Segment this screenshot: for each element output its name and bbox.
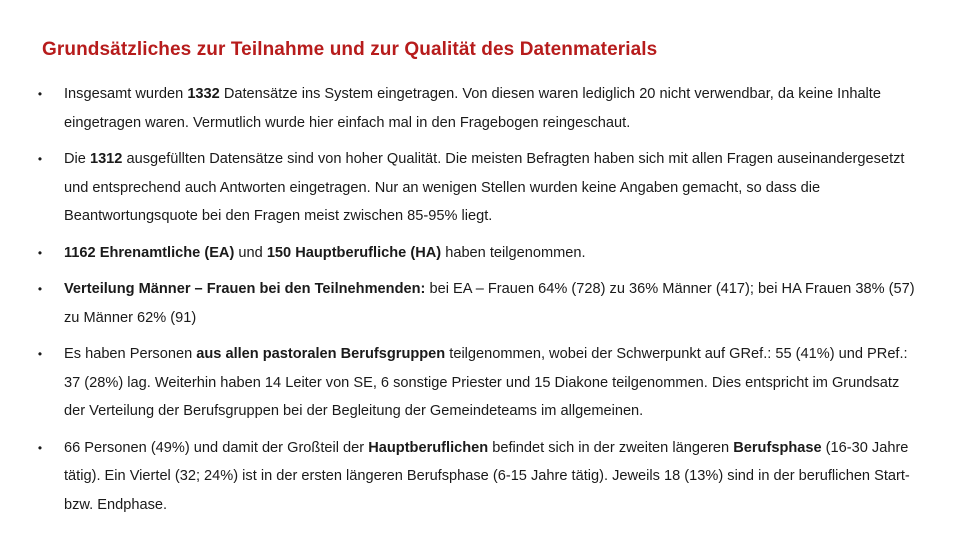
bullet-marker: • [37, 245, 43, 260]
bullet-text: Insgesamt wurden [64, 86, 188, 102]
bullet-bold-text: Berufsphase [733, 439, 822, 456]
bullet-item [30, 145, 920, 231]
bullet-text: Datensätze ins System eingetragen. Von diesen waren lediglich 20 nicht verwendbar, da keine Inhalte eingetragen waren. Vermutlich wurde hier einfach mal in den Fragebogen reingeschaut. [64, 86, 881, 131]
bullet-text: ausgefüllten Datensätze sind von hoher Qualität. Die meisten Befragten haben sich mit allen Fragen auseinandergesetzt und entsprechend auch Antworten eingetragen. Nur an wenigen Stellen wurden keine Angaben gemacht, so dass die Beantwortungsquote bei den Fragen meist zwischen 85-95% liegt. [64, 151, 905, 224]
bullet-text: 66 Personen (49%) und damit der Großteil der [64, 439, 369, 456]
bullet-item [30, 434, 920, 520]
bullet-bold-text: aus allen pastoralen Berufsgruppen [196, 346, 446, 362]
bullet-bold-text: 150 Hauptberufliche (HA) [266, 244, 442, 261]
bullet-bold-text: Hauptberuflichen [368, 439, 489, 456]
bullet-marker: • [37, 440, 43, 455]
bullet-item [30, 239, 920, 268]
bullet-text: (16-30 Jahre tätig). Ein Viertel (32; 24%) ist in der ersten längeren Berufsphase (6-15 Jahre tätig). Jeweils 18 (13%) sind in der beruflichen Start- bzw. Endphase. [64, 439, 910, 513]
bullet-list [30, 80, 920, 527]
slide-title: Grundsätzliches zur Teilnahme und zur Qualität des Datenmaterials [42, 39, 658, 60]
bullet-bold-text: 1332 [187, 86, 220, 102]
bullet-text: Es haben Personen [64, 346, 197, 362]
bullet-marker: • [37, 282, 43, 296]
bullet-text: befindet sich in der zweiten längeren [488, 439, 734, 456]
bullet-text: bei EA – Frauen 64% (728) zu 36% Männer (417); bei HA Frauen 38% (57) zu Männer 62% (91) [64, 281, 915, 326]
bullet-text: Die [64, 151, 90, 167]
bullet-bold-text: 1162 Ehrenamtliche (EA) [64, 244, 235, 261]
bullet-text: und [234, 244, 267, 261]
bullet-text: teilgenommen, wobei der Schwerpunkt auf GRef.: 55 (41%) und PRef.: 37 (28%) lag. Weiterhin haben 14 Leiter von SE, 6 sonstige Priester und 15 Diakone teilgenommen. Dies entspricht im Grundsatz der Verteilung der Berufsgruppen bei der Begleitung der Gemeindeteams im allgemeinen. [64, 346, 908, 419]
bullet-marker: • [37, 87, 43, 101]
bullet-bold-text: 1312 [89, 151, 123, 167]
bullet-marker: • [37, 152, 43, 166]
bullet-item [30, 80, 920, 137]
bullet-text: haben teilgenommen. [441, 244, 586, 261]
bullet-bold-text: Verteilung Männer – Frauen bei den Teilnehmenden: [64, 281, 426, 297]
bullet-item [30, 340, 920, 426]
bullet-marker: • [37, 347, 43, 361]
bullet-item [30, 275, 920, 332]
